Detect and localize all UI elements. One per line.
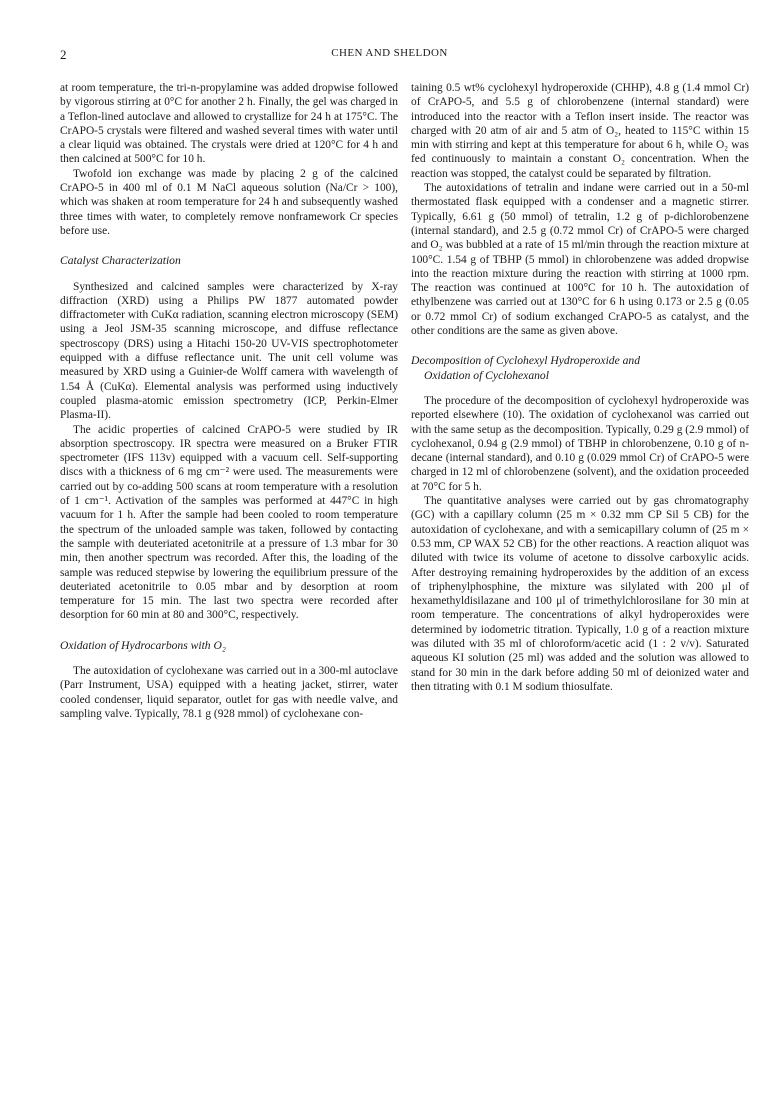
paragraph-ion-exchange: Twofold ion exchange was made by placing 2 g of the calcined CrAPO-5 in 400 ml of 0.1 M NaCl aqueous solution (Na/Cr > 100), which was shaken at room temperature for 24 h and subsequently washed three times with water, to completely remove nonframework Cr species before use. [60, 167, 398, 237]
running-title: CHEN AND SHELDON [331, 47, 448, 59]
page-number: 2 [60, 47, 67, 62]
section-heading-decomposition-line1: Decomposition of Cyclohexyl Hydroperoxide and [411, 354, 641, 368]
paragraph-autoxidation-cyclohexane: The autoxidation of cyclohexane was carried out in a 300-ml autoclave (Parr Instrument, USA) equipped with a heating jacket, stirrer, water cooled condenser, liquid separator, outlet for gas with needle valve, and sampling valve. Typically, 78.1 g (928 mmol) of cyclohexane con- [60, 664, 398, 720]
paragraph-cyclohexanol-oxidation: The procedure of the decomposition of cyclohexyl hydroperoxide was reported elsewhere (10). The oxidation of cyclohexanol was carried out with the same setup as the decomposition. Typically, 0.29 g (2.9 mmol) of cyclohexanol, 0.94 g (2.9 mmol) of TBHP in chlorobenzene, 0.10 g of n-decane (internal standard), and 0.10 g (0.029 mmol Cr) of CrAPO-5 were charged in 12 ml of chlorobenzene (solvent), and the oxidation proceeded at 70°C for 5 h. [411, 394, 749, 493]
right-column [411, 81, 749, 694]
section-heading-decomposition [411, 354, 749, 383]
section-heading-decomposition-line2: Oxidation of Cyclohexanol [424, 368, 549, 382]
paragraph-synthesis-end: at room temperature, the tri-n-propylamine was added dropwise followed by vigorous stirring at 0°C for another 2 h. Finally, the gel was charged in a Teflon-lined autoclave and allowed to crystallize for 24 h at 175°C. The CrAPO-5 crystals were filtered and washed several times with water until a clear liquid was obtained. The crystals were dried at 120°C for 4 h and then calcined at 500°C for 10 h. [60, 82, 398, 166]
left-column [60, 81, 398, 721]
section-heading-oxidation-hydrocarbons: Oxidation of Hydrocarbons with O₂ [60, 638, 226, 652]
paragraph-tetralin-indane: The autoxidations of tetralin and indane were carried out in a 50-ml thermostated flask equipped with a condenser and a magnetic stirrer. Typically, 6.61 g (50 mmol) of tetralin, 1.2 g of p-dichlorobenzene (internal standard), and 2.5 g (0.72 mmol Cr) of CrAPO-5 were charged and O₂ was bubbled at a rate of 15 ml/min through the reaction mixture at 100°C. 1.54 g of TBHP (5 mmol) in chlorobenzene was added dropwise into the reaction mixture during the reaction with stirring at 1000 rpm. The reaction was continued at 100°C for 10 h. The autoxidation of ethylbenzene was carried out at 130°C for 6 h using 0.173 or 2.5 g (0.05 or 0.72 mmol Cr) of sodium exchanged CrAPO-5 as catalyst, and the other conditions are the same as given above. [411, 182, 749, 338]
paragraph-reactor-charge: taining 0.5 wt% cyclohexyl hydroperoxide (CHHP), 4.8 g (1.4 mmol Cr) of CrAPO-5, and 5.5 g of chlorobenzene (internal standard) were introduced into the reactor with a Teflon insert inside. The reactor was charged with 20 atm of air and 5 atm of O₂, heated to 115°C within 15 min with stirring and kept at this temperature for about 6 h, while O₂ was fed continuously to maintain a constant O₂ concentration. When the reaction was stopped, the catalyst could be separated by filtration. [411, 82, 749, 180]
paragraph-ir-acidity: The acidic properties of calcined CrAPO-5 were studied by IR absorption spectroscopy. IR spectra were measured on a Bruker FTIR spectrometer (IFS 113v) equipped with a vacuum cell. Self-supporting discs with a thickness of 6 mg cm⁻² were used. The measurements were carried out by co-adding 500 scans at room temperature with a resolution of 1 cm⁻¹. Activation of the samples was performed at 447°C in high vacuum for 1 h. After the sample had been cooled to room temperature the spectrum of the unloaded sample was taken, followed by contacting the sample with deuteriated acetonitrile at a pressure of 1.3 mbar for 30 min, then another spectrum was recorded. After this, the loading of the sample was reduced stepwise by lowering the equilibrium pressure of the deuteriated acetonitrile to 0.05 mbar and by desorption at room temperature for 15 min. The last two spectra were recorded after desorption for 60 min at 80 and 300°C, respectively. [60, 423, 398, 622]
section-heading-catalyst-characterization: Catalyst Characterization [60, 254, 181, 268]
paragraph-characterization: Synthesized and calcined samples were characterized by X-ray diffraction (XRD) using a Philips PW 1877 automated powder diffractometer with CuKα radiation, scanning electron microscopy (SEM) using a Jeol JSM-35 scanning microscope, and diffuse reflectance spectroscopy (DRS) using a Hitachi 150-20 UV-VIS spectrophotometer equipped with a diffuse reflectance unit. The unit cell volume was measured by XRD using a Guinier-de Wolff camera with wavelength of 1.54 Å (CuKα). Elemental analysis was performed using inductively coupled plasma-atomic emission spectrometry (ICP, Perkin-Elmer Plasma-II). [60, 280, 398, 422]
paragraph-quantitative-analysis: The quantitative analyses were carried out by gas chromatography (GC) with a capillary column (25 m × 0.32 mm CP Sil 5 CB) for the autoxidation of cyclohexane, and with a semicapillary column of (25 m × 0.53 mm, CP WAX 52 CB) for the other reactions. A reaction aliquot was diluted with twice its volume of acetone to dissolve carboxylic acids. After destroying remaining hydroperoxides by the addition of an excess of triphenylphosphine, the mixture was silylated with 200 μl of hexamethyldisilazane and 100 μl of trimethylchlorosilane for 30 min at room temperature. The concentrations of alkyl hydroperoxides were determined by iodometric titration. Typically, 1.0 g of a reaction mixture was diluted with 35 ml of chloroform/acetic acid (1 : 2 v/v). Saturated aqueous KI solution (25 ml) was added and the solution was allowed to stand for 30 min in the dark before adding 50 ml of deionized water and then titrating with 0.1 M sodium thiosulfate. [411, 495, 749, 693]
